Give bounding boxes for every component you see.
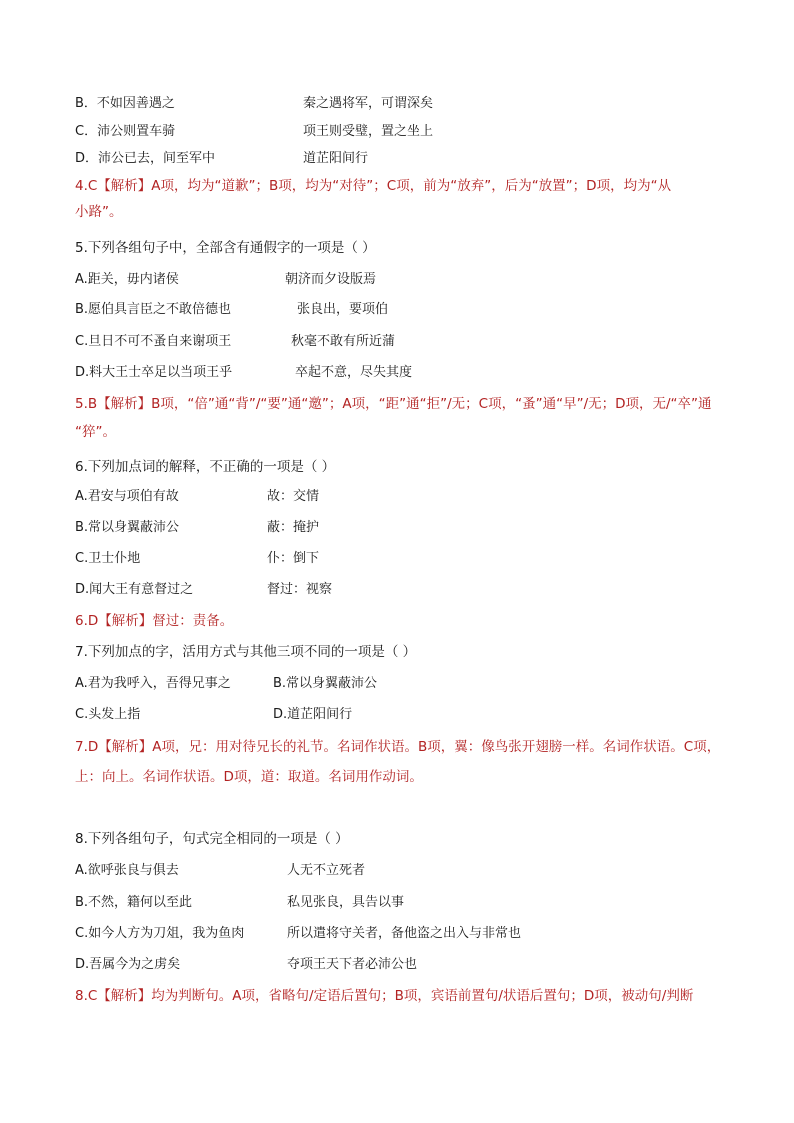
option-row <box>75 581 333 599</box>
option-left: C.旦日不可不蚤自来谢项王 <box>75 334 232 349</box>
option-right: 人无不立死者 <box>287 863 366 878</box>
option-left: C．沛公则置车骑 <box>75 124 176 139</box>
option-right: 督过：视察 <box>267 582 333 597</box>
option-left: D.闻大王有意督过之 <box>75 582 194 597</box>
option-row <box>75 862 366 880</box>
option-left: C.卫士仆地 <box>75 551 141 566</box>
answer-7-line-1: 7.D【解析】A项，兄：用对待兄长的礼节。名词作状语。B项，翼：像鸟张开翅膀一样。名词作状语。C项， <box>75 739 721 755</box>
option-right: 秋毫不敢有所近蒲 <box>291 334 396 349</box>
question-6-stem: 6.下列加点词的解释，不正确的一项是（ ） <box>75 459 336 475</box>
option-left: A.距关，毋内诸侯 <box>75 272 179 287</box>
option-right: 仆：倒下 <box>267 551 320 566</box>
question-7-stem: 7.下列加点的字，活用方式与其他三项不同的一项是（ ） <box>75 644 417 660</box>
answer-8: 8.C【解析】均为判断句。A项，省略句/定语后置句；B项，宾语前置句/状语后置句；D项，被动句/判断 <box>75 988 694 1004</box>
option-right: 故：交情 <box>267 489 320 504</box>
option-row <box>75 364 413 382</box>
option-row <box>75 550 320 568</box>
option-right: 卒起不意，尽失其度 <box>295 365 413 380</box>
option-right: D.道芷阳间行 <box>273 707 353 722</box>
question-5-stem: 5.下列各组句子中，全部含有通假字的一项是（ ） <box>75 240 376 256</box>
option-right: 道芷阳间行 <box>303 151 369 166</box>
option-row <box>75 956 418 974</box>
option-row <box>75 95 434 113</box>
option-row <box>75 519 320 537</box>
option-row <box>75 271 377 289</box>
option-row <box>75 706 353 724</box>
option-left: B.不然，籍何以至此 <box>75 895 193 910</box>
option-row <box>75 925 522 943</box>
option-left: A.君为我呼入，吾得兄事之 <box>75 676 231 691</box>
question-8-stem: 8.下列各组句子，句式完全相同的一项是（ ） <box>75 831 349 847</box>
option-right: B.常以身翼蔽沛公 <box>273 676 378 691</box>
answer-6: 6.D【解析】督过：责备。 <box>75 613 234 629</box>
answer-7-line-2: 上：向上。名词作状语。D项，道：取道。名词用作动词。 <box>75 769 423 785</box>
option-right: 项王则受璧，置之坐上 <box>303 124 434 139</box>
option-row <box>75 123 434 141</box>
option-row <box>75 301 389 319</box>
answer-5-line-1: 5.B【解析】B项，“倍”通“背”/“要”通“邀”；A项，“距”通“拒”/无；C项，“蚤”通“早”/无；D项，无/“卒”通 <box>75 396 712 412</box>
option-row <box>75 675 378 693</box>
option-left: A.君安与项伯有故 <box>75 489 179 504</box>
answer-4-line-1: 4.C【解析】A项，均为“道歉”；B项，均为“对待”；C项，前为“放弃”，后为“放置”；D项，均为“从 <box>75 178 672 194</box>
option-row <box>75 333 396 351</box>
answer-5-line-2: “猝”。 <box>75 424 116 440</box>
option-left: A.欲呼张良与俱去 <box>75 863 179 878</box>
option-left: C.头发上指 <box>75 707 141 722</box>
option-right: 所以遣将守关者，备他盗之出入与非常也 <box>287 926 522 941</box>
option-right: 夺项王天下者必沛公也 <box>287 957 418 972</box>
option-row <box>75 894 405 912</box>
option-left: D.吾属今为之虏矣 <box>75 957 181 972</box>
option-left: B.常以身翼蔽沛公 <box>75 520 180 535</box>
option-right: 朝济而夕设版焉 <box>285 272 377 287</box>
option-right: 私见张良，具告以事 <box>287 895 405 910</box>
option-left: B．不如因善遇之 <box>75 96 175 111</box>
option-row <box>75 488 320 506</box>
option-row <box>75 150 369 168</box>
option-left: B.愿伯具言臣之不敢倍德也 <box>75 302 232 317</box>
option-left: D.料大王士卒足以当项王乎 <box>75 365 233 380</box>
option-left: D．沛公已去，间至军中 <box>75 151 216 166</box>
option-right: 蔽：掩护 <box>267 520 320 535</box>
answer-4-line-2: 小路”。 <box>75 204 123 220</box>
option-right: 秦之遇将军，可谓深矣 <box>303 96 434 111</box>
option-right: 张良出，要项伯 <box>297 302 389 317</box>
option-left: C.如今人方为刀俎，我为鱼肉 <box>75 926 245 941</box>
